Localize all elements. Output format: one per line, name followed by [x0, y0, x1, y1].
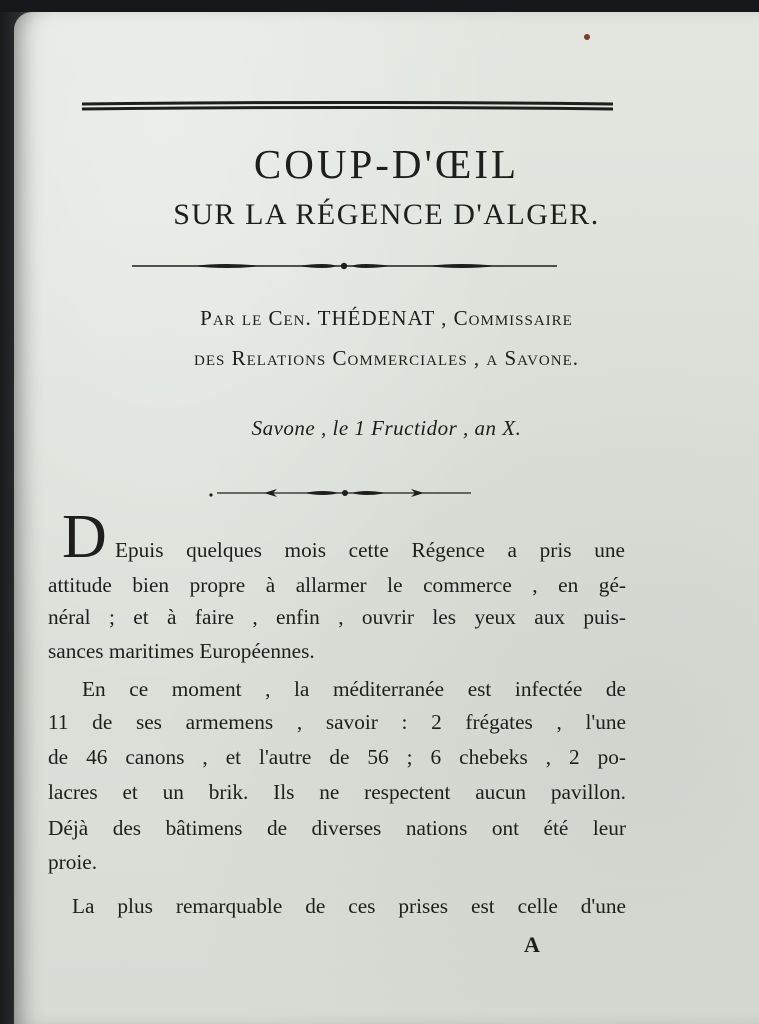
body-line: Déjà des bâtimens de diverses nations ont été leur — [48, 816, 626, 840]
body-line: proie. — [48, 850, 98, 874]
decorative-rule — [132, 260, 557, 272]
author-line-2: des Relations Commerciales , a Savone. — [193, 346, 579, 370]
double-rule-ornament — [80, 100, 615, 114]
body-line: La plus remarquable de ces prises est celle d'une — [72, 894, 626, 918]
body-line: de 46 canons , et l'autre de 56 ; 6 chebeks , 2 po- — [48, 745, 626, 769]
body-line: sances maritimes Européennes. — [48, 639, 315, 663]
document-page — [14, 12, 759, 1024]
body-line: néral ; et à faire , enfin , ouvrir les yeux aux puis- — [48, 605, 626, 629]
body-line: attitude bien propre à allarmer le commerce , en gé- — [48, 573, 626, 597]
body-line: Epuis quelques mois cette Régence a pris une — [115, 538, 625, 562]
title-line-1: COUP-D'ŒIL — [253, 141, 520, 187]
body-line: En ce moment , la méditerranée est infectée de — [82, 677, 626, 701]
drop-cap: D — [62, 503, 107, 571]
small-ornament-rule — [209, 487, 479, 499]
title-line-2: SUR LA RÉGENCE D'ALGER. — [173, 198, 600, 231]
body-line: 11 de ses armemens , savoir : 2 frégates , l'une — [48, 710, 626, 734]
signature-mark: A — [524, 932, 540, 957]
ink-speck — [584, 34, 590, 40]
author-line-1: Par le Cen. THÉDENAT , Commissaire — [200, 306, 573, 330]
dateline: Savone , le 1 Fructidor , an X. — [251, 416, 522, 440]
photo-top-border — [0, 0, 759, 12]
body-line: lacres et un brik. Ils ne respectent aucun pavillon. — [48, 780, 626, 804]
